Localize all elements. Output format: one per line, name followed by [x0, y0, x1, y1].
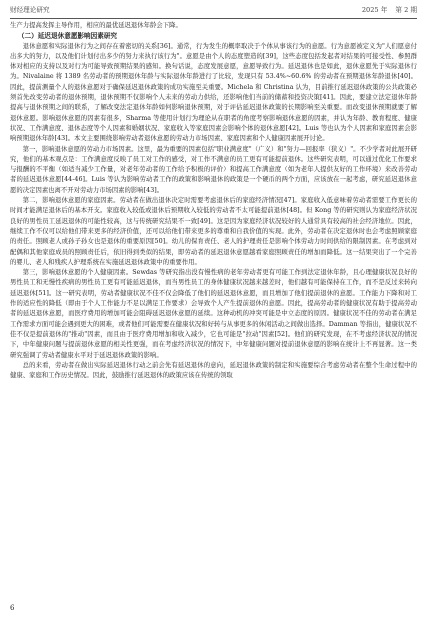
page-number: 6: [10, 604, 15, 612]
header-divider: [10, 18, 417, 19]
article-body: [10, 21, 417, 381]
section-heading: （二）延迟退休意愿影响因素研究: [17, 32, 118, 41]
journal-year: 2025 年: [361, 6, 388, 14]
paragraph-continued: 生产力提高发挥主导作用，相应的最优延迟退休年龄会下降。: [10, 22, 182, 29]
journal-issue: 第 2 期: [395, 6, 417, 14]
running-header: [10, 0, 417, 18]
paragraph: 退休意愿和实际退休行为之间存在着密切的关系[36]。通常，行为发生的概率取决于个体从事该行为的意愿。行为意愿被定义为"人们愿意付出多大的努力，以及他们计划付出多少的努力来执行该行为"。意愿是由个人的态度塑造的[39]，这些态度包括发起者对结果的可接受性、参照群体对相应的支持以及对行为可能导致预期结果的感知。换句话说，态度发展意愿，意愿导致行为。延迟退休也是如此，退休意愿先于实际退休行为。Nivalaine 将 1389 名劳动者的预期退休年龄与实际退休年龄进行了比较，发现只有 53.4%~60.6% 的劳动者在预期退休年龄退休[40]。因此，提前测量个人的退休意愿对于确保延迟退休政策的成功实施至关重要。Michela 和 Christina 认为，目前推行延迟退休政策的公共政策必须首先改变劳动者的退休预期，退休预期不仅影响个人未来的劳动力供给，还影响他们当前的储蓄和投资决策[41]。因此，要建立法定退休年龄提高与退休预期之间的联系，了解改变法定退休年龄如何影响退休预期，对于评估延迟退休政策的长期影响至关重要。而改变退休预期就要了解退休意愿。影响退休意愿的因素有很多，Sharma 等使用计划行为理论从在职者的角度考察影响退休意愿的因素，并认为年龄、教育程度、健康状况、工作满意度、退休态度等个人因素和婚姻状况、家庭收入等家庭因素会影响个体的退休意愿[42]。Luis 等也认为个人因素和家庭因素会影响预期退休年龄[43]。本文主要围绕影响劳动者退休意愿的劳动力市场因素、家庭因素和个人健康因素展开讨论。: [10, 42, 417, 143]
issue-info: [356, 4, 417, 14]
paragraph: 第一，影响退休意愿的劳动力市场因素。这里，最为重要的因素包括"职业满意度"（广义）和"努力—回报率（狭义）"。不少学者对此展开研究，他们的基本观点是：工作满意度反映了员工对工作的感受，对工作不满意的员工更有可能提前退休。这些研究表明，可以通过优化工作要求与报酬的不平衡（如适当减少工作量，对老年劳动者的工作给予积极的评价）和提高工作满意度（如为老年人提供友好的工作环境）来改善劳动者的延迟退休意愿[44-46]。Luis 等认为影响劳动者工作的政策和影响退休的政策是一个硬币的两个方面，应该放在一起考虑，研究延迟退休意愿的决定因素也离不开对劳动力市场因素的影响[43]。: [10, 145, 417, 194]
paragraph: 第二，影响退休意愿的家庭因素。劳动者在做出退休决定时需要考虑退休后的家庭经济情况[47]。家庭收入低意味着劳动者需要工作更长的时间才能满足退休后的基本开支。家庭收入较低或退休后预期收入较低的劳动者不太可能提前退休[48]。但 Kong 等的研究则认为家庭经济状况良好的男性员工延迟退休的可能性较高，这与传统研究结果不一致[49]。这是因为家庭经济状况较好的人通常具有较高的社会经济地位。因此，继续工作不仅可以给他们带来更多的经济价值，还可以给他们带来更多的尊重和自我价值的实现。此外，劳动者在决定退休时也会考虑照顾家庭的责任。照顾老人或孙子孙女也是退休的重要原因[50]。幼儿的保育责任、老人的护理责任是影响个体劳动力时间供给的限制因素。在考虑到对配偶和其他家庭成员的照顾责任后，依旧得到类似的结果，即劳动者的延迟退休意愿越看家庭照顾责任的增加而降低。这一结果突出了一个完善的婴儿、老人和残疾人护理系统在实施延迟退休政策中的重要作用。: [10, 197, 417, 266]
journal-name: 财经理论研究: [10, 6, 50, 14]
paragraph: 第三，影响退休意愿的个人健康因素。Sewdas 等研究指出没有慢性病的老年劳动者更有可能工作到法定退休年龄，且心理健康状况良好的男性员工和无慢性疾病的男性员工更有可能延迟退休，而当男性员工的身体健康状况越来越差时，他们越有可能保持在工作，而不是反过来转向延迟退休[51]。这一研究表明，劳动者健康状况不佳不仅会降低了他们的延迟退休意愿，而且增加了他们提前退休的意愿。工作能力下降和对工作的适应性的降低（即由于个人工作能力不足以满足工作要求）会导致个人产生提前退休的意愿。因此，提高劳动者的健康状况有助于提高劳动者的延迟退休意愿，而医疗费用的增加可能会阻碍延迟退休意愿的延续。这种动机的冲突可能是中立态度的原因。健康状况不佳的劳动者在满足工作需求方面可能会遇到更大的困难，或者他们可能需要在健康状况和好转与从事更多的休闲活动之间做出选择。Damman 等指出，健康状况不佳不仅是提前退休的"推动"因素，而且由于医疗费用增加和收入减少，它也可能是"拉动"因素[52]。他们的研究发现，在不考虑经济状况的情况下，中年健康问题与提前退休意愿的相关性更强，而在考虑经济状况的情况下，中年健康问题对提前退休意愿的影响在统计上不再显著。这一类研究强调了劳动者健康水平对于延迟退休政策的影响。: [10, 269, 417, 359]
paragraph: 总的来看，劳动者在做出实际延迟退休行动之前会先有延迟退休的意向，延迟退休政策的制定和实施要综合考虑劳动者在整个生命过程中的健康、家庭和工作历史情况。因此，鼓励推行延迟退休的政策应该在传统的领取: [10, 361, 417, 380]
